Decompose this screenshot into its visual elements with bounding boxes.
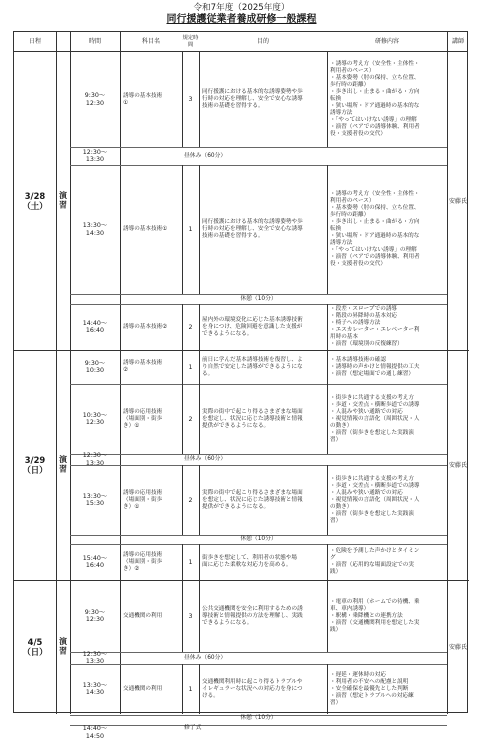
break-label: 昼休み（60分） <box>182 652 332 664</box>
subject-name <box>121 580 181 652</box>
content-item: 転換 <box>330 226 341 233</box>
goal-line: イレギュラーな状況への対応力を身につ <box>202 686 303 693</box>
break-label: 昼休み（60分） <box>182 147 332 165</box>
session-time <box>70 465 120 535</box>
subject-line: （場面別・街歩 <box>123 497 162 504</box>
time-end: 12:30 <box>86 616 104 624</box>
subject-name <box>121 544 181 580</box>
content-item: 利用者のペース） <box>330 198 374 205</box>
session-time <box>70 664 120 714</box>
day-date: 3/28 <box>25 191 46 201</box>
subject-line: 誘導の応用技術 <box>123 552 162 559</box>
day-date-cell <box>14 580 56 714</box>
subject-line: き）① <box>123 423 139 430</box>
course-title: 同行援護従業者養成研修一般課程 <box>0 13 483 26</box>
lecturer-name: 安藤氏 <box>447 580 469 714</box>
day-date-cell <box>14 350 56 580</box>
break-label: 休憩（10分） <box>70 535 447 544</box>
goal-line: 面に応じた柔軟な対応力を高める。 <box>202 562 292 569</box>
training-content <box>328 664 446 714</box>
content-item: ・視覚情報の言語化（周囲状況・人 <box>330 416 420 423</box>
content-item: ・視覚情報の言語化（周囲状況・人 <box>330 497 420 504</box>
goal-line: る。 <box>202 371 213 378</box>
subject-line: 交通機関の利用 <box>123 686 162 693</box>
time-end: 16:40 <box>86 562 104 570</box>
content-item: ・歩道・交差点・横断歩道での誘導 <box>330 402 420 409</box>
session-time <box>70 544 120 580</box>
time-end: 12:30 <box>86 419 104 427</box>
goal-line: 技術の基礎を習得する。 <box>202 103 264 110</box>
content-item: ・人混みや狭い通路での対応 <box>330 490 403 497</box>
goal-line: を想定し、状況に応じた誘導技術と情報 <box>202 416 303 423</box>
subject-name <box>121 384 181 454</box>
lecturer-name: 安藤氏 <box>447 350 469 580</box>
content-item: 誘導方法 <box>330 110 352 117</box>
training-content <box>328 350 446 384</box>
goal-line: 行時の対応を理解し、安全で安心な誘導 <box>202 226 303 233</box>
time-start: 9:30～ <box>85 360 105 368</box>
time-start: 12:30～ <box>83 149 107 157</box>
session-goal <box>200 664 326 714</box>
content-item: ・基本姿勢（肘の保持、立ち位置、 <box>330 75 420 82</box>
day-type-cell <box>56 580 70 714</box>
content-item: ・誘導時の声かけと情報提供の工夫 <box>330 364 420 371</box>
session-time <box>70 725 120 740</box>
schedule-table <box>13 31 468 713</box>
time-end: 14:30 <box>86 230 104 238</box>
goal-line: 同行援護における基本的な誘導姿勢や歩 <box>202 89 303 96</box>
time-end: 13:30 <box>86 658 104 666</box>
content-item: ・歩道・交差点・横断歩道での誘導 <box>330 483 420 490</box>
break-label: 休憩（10分） <box>70 294 447 304</box>
header-goal: 目的 <box>199 32 327 51</box>
content-item: ・演習（環境別の反復練習） <box>330 341 403 348</box>
time-start: 13:30～ <box>83 222 107 230</box>
time-start: 12:30～ <box>83 651 107 659</box>
goal-line: 導技術と情報提供の方法を理解し、実践 <box>202 613 303 620</box>
required-hours: 1 <box>182 350 199 384</box>
goal-line: 同行援護における基本的な誘導姿勢や歩 <box>202 219 303 226</box>
training-content <box>328 165 446 294</box>
content-item: ・演習（想定トラブルへの対応練 <box>330 693 414 700</box>
subject-name <box>121 165 181 294</box>
content-item: ・演習（街歩きを想定した実践演 <box>330 430 414 437</box>
content-item: ・「やってはいけない誘導」の理解 <box>330 247 417 254</box>
subject-name <box>121 52 181 147</box>
content-item: 歩行時の距離） <box>330 82 369 89</box>
content-item: ・電車の利用（ホームでの待機、乗 <box>330 599 420 606</box>
content-item: ・基本誘導技術の確認 <box>330 357 386 364</box>
content-item: 習） <box>330 518 341 525</box>
header-subject: 科目名 <box>120 32 182 51</box>
header-lecturer: 講師 <box>447 32 469 51</box>
time-end: 14:50 <box>86 733 104 740</box>
day-weekday: （日） <box>22 465 47 475</box>
goal-line: 街歩きを想定して、利用者の状態や場 <box>202 555 297 562</box>
training-content <box>328 52 446 147</box>
goal-line: を身につけ、危険回避を意識した支援が <box>202 324 302 331</box>
goal-line: 提供ができるようになる。 <box>202 504 269 511</box>
session-time <box>70 652 120 664</box>
content-item: ・安全確保を最優先とした判断 <box>330 686 408 693</box>
subject-line: ② <box>123 367 128 374</box>
day-type-cell <box>56 350 70 580</box>
session-time <box>70 384 120 454</box>
time-start: 10:30～ <box>83 412 107 420</box>
content-item: ・歩き出し・止まる・曲がる・方向 <box>330 89 420 96</box>
subject-line: （場面別・街歩 <box>123 416 162 423</box>
content-item: 践） <box>330 569 341 576</box>
time-start: 13:30～ <box>83 493 107 501</box>
content-item: ・利用者の不安への配慮と説明 <box>330 679 408 686</box>
required-hours: 2 <box>182 465 199 535</box>
content-item: ・演習（想定場面での通し練習） <box>330 371 414 378</box>
header-time: 時間 <box>70 32 120 51</box>
subject-line: 交通機関の利用 <box>123 613 162 620</box>
content-item: ・段差・スロープでの誘導 <box>330 306 397 313</box>
day-weekday: （土） <box>22 201 47 211</box>
content-item: 習） <box>330 700 341 707</box>
day-date: 4/5 <box>28 637 43 647</box>
day-weekday: （日） <box>22 647 47 657</box>
subject-name <box>121 304 181 350</box>
training-content <box>328 580 446 652</box>
session-type: 演習 <box>60 637 67 657</box>
content-item: の動き） <box>330 423 352 430</box>
content-item: の動き） <box>330 504 352 511</box>
time-start: 14:40～ <box>83 725 107 733</box>
content-item: 転換 <box>330 96 341 103</box>
subject-line: ① <box>123 100 128 107</box>
subject-line: （場面別・街歩 <box>123 559 162 566</box>
time-end: 14:30 <box>86 689 104 697</box>
goal-line: 提供ができるようになる。 <box>202 423 269 430</box>
content-item: 践） <box>330 627 341 634</box>
goal-line: 交通機関利用時に起こり得るトラブルや <box>202 679 302 686</box>
required-hours: 3 <box>182 580 199 652</box>
goal-line: を想定し、状況に応じた誘導技術と情報 <box>202 497 303 504</box>
content-item: ・演習（ペアでの誘導体験、利用者 <box>330 124 420 131</box>
session-goal <box>200 304 326 350</box>
goal-line: り自然で安定した誘導ができるようにな <box>202 364 303 371</box>
subject-line: 誘導の応用技術 <box>123 409 162 416</box>
time-end: 12:30 <box>86 100 104 108</box>
lecturer-name: 安藤氏 <box>447 52 469 350</box>
content-item: 車、車内誘導） <box>330 606 369 613</box>
time-start: 13:30～ <box>83 682 107 690</box>
session-goal <box>200 350 326 384</box>
goal-line: 公共交通機関を安全に利用するための誘 <box>202 606 303 613</box>
content-item: ・階段の昇降時の基本対応 <box>330 313 397 320</box>
subject-line: 誘導の基本技術② <box>123 324 167 331</box>
subject-name <box>121 350 181 384</box>
content-item: ・演習（交通機関利用を想定した実 <box>330 620 420 627</box>
time-end: 16:40 <box>86 327 104 335</box>
header-content: 研修内容 <box>327 32 447 51</box>
training-content <box>328 384 446 454</box>
header-hours: 規定時間 <box>182 32 199 51</box>
content-item: グ <box>330 555 336 562</box>
time-end: 15:30 <box>86 500 104 508</box>
content-item: 習） <box>330 437 341 444</box>
break-label: 修了式 <box>182 725 332 732</box>
session-goal <box>200 465 326 535</box>
content-item: ・人混みや狭い通路での対応 <box>330 409 403 416</box>
content-item: ・遅延・運休時の対応 <box>330 672 386 679</box>
session-goal <box>200 384 326 454</box>
fiscal-year-title: 令和7年度（2025年度） <box>0 3 483 14</box>
content-item: ・狭い場所・ドア通過時の基本的な <box>330 103 419 110</box>
time-start: 9:30～ <box>85 609 105 617</box>
session-time <box>70 350 120 384</box>
content-item: ・歩き出し・止まる・曲がる・方向 <box>330 219 420 226</box>
required-hours: 1 <box>182 544 199 580</box>
session-time <box>70 304 120 350</box>
required-hours: 1 <box>182 165 199 294</box>
content-item: ・「やってはいけない誘導」の理解 <box>330 117 417 124</box>
subject-line: 誘導の基本技術① <box>123 226 167 233</box>
required-hours: 2 <box>182 304 199 350</box>
required-hours: 2 <box>182 384 199 454</box>
training-content <box>328 304 446 350</box>
goal-line: 実際の街中で起こり得るさまざまな場面 <box>202 490 303 497</box>
content-item: ・危険を予測した声かけとタイミン <box>330 548 419 555</box>
goal-line: 前日に学んだ基本誘導技術を復習し、よ <box>202 357 303 364</box>
content-item: ・街歩きに共通する支援の考え方 <box>330 395 414 402</box>
session-goal <box>200 544 326 580</box>
subject-name <box>121 664 181 714</box>
time-start: 15:40～ <box>83 555 107 563</box>
content-item: 誘導方法 <box>330 240 352 247</box>
subject-line: 誘導の基本技術 <box>123 93 162 100</box>
day-type-cell <box>56 52 70 350</box>
content-item: ・演習（ペアでの誘導体験、利用者 <box>330 254 420 261</box>
session-time <box>70 165 120 294</box>
training-content <box>328 544 446 580</box>
content-item: ・駅構・乗降機との連携方法 <box>330 613 403 620</box>
goal-line: ける。 <box>202 693 219 700</box>
session-time <box>70 147 120 165</box>
required-hours: 3 <box>182 52 199 147</box>
content-item: ・街歩きに共通する支援の考え方 <box>330 476 414 483</box>
break-label: 休憩（10分） <box>70 715 447 722</box>
header-date: 日程 <box>14 32 56 51</box>
content-item: 利用者のペース） <box>330 68 374 75</box>
required-hours: 1 <box>182 664 199 714</box>
time-start: 9:30～ <box>85 92 105 100</box>
content-item: 役・支援者役の交代） <box>330 261 386 268</box>
session-goal <box>200 580 326 652</box>
session-type: 演習 <box>60 191 67 211</box>
time-end: 13:30 <box>86 156 104 164</box>
subject-line: き）① <box>123 504 139 511</box>
goal-line: 行時の対応を理解し、安全で安心な誘導 <box>202 96 303 103</box>
content-item: 歩行時の距離） <box>330 212 369 219</box>
session-goal <box>200 165 326 294</box>
content-item: ・演習（街歩きを想定した実践演 <box>330 511 414 518</box>
session-goal <box>200 52 326 147</box>
content-item: ・誘導の考え方（安全性・主体性・ <box>330 61 420 68</box>
day-date-cell <box>14 52 56 350</box>
content-item: ・椅子への誘導方法 <box>330 320 380 327</box>
table-header <box>14 32 467 52</box>
day-date: 3/29 <box>25 455 46 465</box>
content-item: ・エスカレーター・エレベーター利 <box>330 327 420 334</box>
subject-line: 誘導の基本技術 <box>123 360 162 367</box>
content-item: ・基本姿勢（肘の保持、立ち位置、 <box>330 205 420 212</box>
content-item: ・誘導の考え方（安全性・主体性・ <box>330 191 420 198</box>
content-item: ・演習（応用的な場面設定での実 <box>330 562 414 569</box>
session-time <box>70 580 120 652</box>
session-time <box>70 52 120 147</box>
goal-line: 屋内外の環境変化に応じた基本誘導技術 <box>202 317 303 324</box>
goal-line: 実際の街中で起こり得るさまざまな場面 <box>202 409 303 416</box>
time-end: 10:30 <box>86 367 104 375</box>
subject-name <box>121 465 181 535</box>
goal-line: 技術の基礎を習得する。 <box>202 233 264 240</box>
subject-line: 誘導の応用技術 <box>123 490 162 497</box>
session-time <box>70 454 120 465</box>
content-item: 役・支援者役の交代） <box>330 131 386 138</box>
header-type <box>56 32 70 51</box>
session-type: 演習 <box>60 455 67 475</box>
content-item: ・狭い場所・ドア通過時の基本的な <box>330 233 419 240</box>
content-item: 用時の基本 <box>330 334 358 341</box>
break-label: 昼休み（60分） <box>182 454 332 465</box>
subject-line: き）② <box>123 566 139 573</box>
time-end: 13:30 <box>86 460 104 468</box>
goal-line: できるようになる。 <box>202 620 252 627</box>
training-content <box>328 465 446 535</box>
time-start: 12:30～ <box>83 452 107 460</box>
time-start: 14:40～ <box>83 320 107 328</box>
goal-line: できるようになる。 <box>202 331 252 338</box>
